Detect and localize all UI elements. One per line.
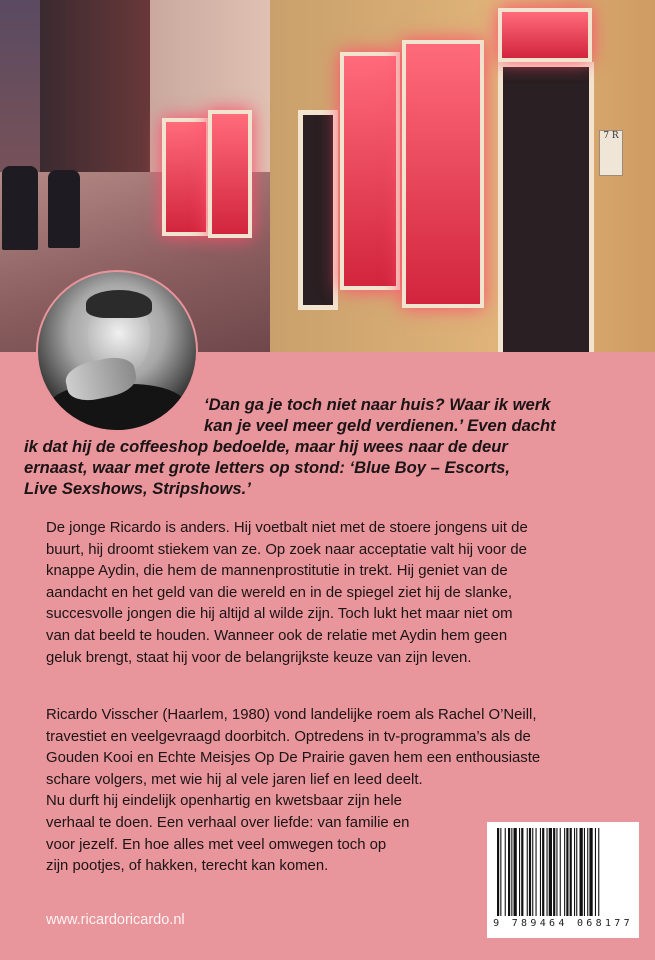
photo-window	[162, 118, 210, 236]
barcode-bar	[542, 828, 544, 916]
house-number-plate: 7 R	[599, 130, 623, 176]
blurb-paragraph-story	[46, 518, 528, 669]
barcode-bar	[584, 828, 585, 916]
barcode-bar	[587, 828, 588, 916]
barcode-bar	[556, 828, 557, 916]
barcode-bar	[576, 828, 577, 916]
blurb-line: De jonge Ricardo is anders. Hij voetbalt niet met de stoere jongens uit de	[46, 520, 528, 536]
barcode-bar	[532, 828, 533, 916]
website-url[interactable]: www.ricardoricardo.nl	[46, 912, 185, 928]
blurb-line: knappe Aydin, die hem de mannenprostitutie in trekt. Hij geniet van de	[46, 563, 508, 580]
blurb-line: aandacht en het geld van die wereld en in de spiegel ziet hij de slanke,	[46, 584, 513, 601]
barcode-bar	[540, 828, 541, 916]
photo-window	[208, 110, 252, 238]
blurb-line: Gouden Kooi en Echte Meisjes Op De Prairie gaven hem een enthousiaste	[46, 750, 541, 767]
barcode-bar	[527, 828, 528, 916]
barcode-bar	[521, 828, 523, 916]
photo-window	[402, 40, 484, 308]
barcode-bar	[505, 828, 506, 916]
blurb-line: geluk brengt, staat hij voor de belangrijkste keuze van zijn leven.	[46, 649, 472, 666]
barcode-bar	[553, 828, 555, 916]
barcode-bar	[547, 828, 548, 916]
blurb-line: verhaal te doen. Een verhaal over liefde: van familie en	[46, 814, 410, 831]
photo-window	[498, 8, 592, 62]
portrait-hair	[86, 290, 152, 318]
blurb-line: van dat beeld te houden. Wanneer ook de relatie met Aydin hem geen	[46, 627, 508, 644]
photo-pedestrian	[2, 166, 38, 250]
blurb-line: buurt, hij droomt stiekem van ze. Op zoek naar acceptatie valt hij voor de	[46, 541, 527, 558]
quote-line: kan je veel meer geld verdienen.’ Even dacht	[204, 416, 556, 435]
quote-line: ernaast, waar met grote letters op stond: ‘Blue Boy – Escorts,	[24, 458, 510, 477]
barcode-bar	[529, 828, 531, 916]
isbn-barcode	[487, 822, 639, 938]
barcode-bar	[589, 828, 592, 916]
barcode-bar	[598, 828, 599, 916]
author-portrait	[36, 270, 198, 432]
isbn-digits: 9 789464 068177	[493, 918, 633, 929]
barcode-bar	[570, 828, 572, 916]
barcode-bar	[519, 828, 520, 916]
photo-window	[340, 52, 400, 290]
blurb-line: zijn pootjes, of hakken, terecht kan komen.	[46, 858, 329, 875]
pull-quote	[24, 394, 626, 499]
blurb-line: travestiet en veelgevraagd doorbitch. Optredens in tv-programma’s als de	[46, 728, 531, 745]
barcode-bar	[564, 828, 565, 916]
barcode-bar	[595, 828, 596, 916]
barcode-bar	[511, 828, 512, 916]
blurb-line: schare volgers, met wie hij al vele jaren lief en leed deelt.	[46, 771, 423, 788]
barcode-bar	[549, 828, 552, 916]
blurb-line: voor jezelf. En hoe alles met veel omwegen toch op	[46, 836, 387, 853]
quote-line: ‘Dan ga je toch niet naar huis? Waar ik werk	[204, 395, 551, 414]
barcode-bars	[495, 828, 631, 916]
photo-door	[498, 62, 594, 352]
barcode-bar	[514, 828, 517, 916]
barcode-bar	[574, 828, 575, 916]
barcode-bar	[536, 828, 537, 916]
barcode-bar	[497, 828, 499, 916]
photo-pedestrian	[48, 170, 80, 248]
quote-line: ik dat hij de coffeeshop bedoelde, maar hij wees naar de deur	[24, 437, 508, 456]
barcode-bar	[508, 828, 510, 916]
barcode-bar	[560, 828, 561, 916]
barcode-bar	[566, 828, 568, 916]
blurb-line: Nu durft hij eindelijk openhartig en kwetsbaar zijn hele	[46, 793, 402, 810]
barcode-bar	[580, 828, 583, 916]
blurb-line: Ricardo Visscher (Haarlem, 1980) vond landelijke roem als Rachel O’Neill,	[46, 707, 537, 723]
quote-line: Live Sexshows, Stripshows.’	[24, 479, 251, 498]
blurb-paragraph-author	[46, 705, 540, 878]
blurb-line: succesvolle jongen die hij altijd al wilde zijn. Toch lukt het maar niet om	[46, 606, 513, 623]
barcode-bar	[500, 828, 501, 916]
photo-door	[298, 110, 338, 310]
